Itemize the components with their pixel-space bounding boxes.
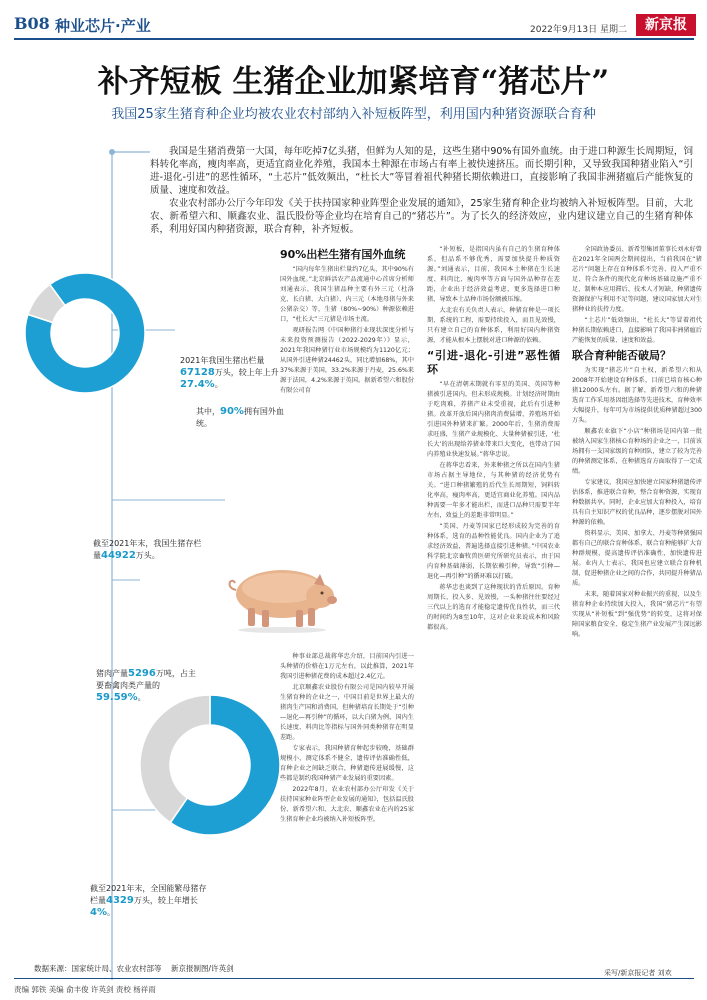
newspaper-logo: 新京报 xyxy=(636,14,696,36)
pig-illustration xyxy=(222,556,342,634)
stat-number: 4% xyxy=(90,907,107,918)
page-number: B08 xyxy=(14,14,50,33)
lead-paragraph: 我国是生猪消费第一大国，每年吃掉7亿头猪，但鲜为人知的是，这些生猪中90%有国外血统。由于进口种源生长周期短，饲料转化率高，瘦肉率高，更适宜商业化养殖，我国本土种源在市场占有率上被快速挤压。而长期引种，又导致我国种猪业陷入“引进-退化-引进”的恶性循环，“土芯片”低效频出，“杜长大”等冒着祖代种猪长期依赖进口，直接影响了我国非洲猪瘟后产能恢复的质量、速度和效益。 xyxy=(150,146,693,196)
article-paragraph: 大北农有关负责人表示，种猪育种是一项长期、系统的工程，需要持续投入，而且见效慢，只有建立自己的育种体系，利用好国内种猪资源，才能从根本上摆脱对进口种源的依赖。 xyxy=(427,307,560,344)
stat-number: 59.59% xyxy=(96,692,138,703)
article-paragraph: 专家建议，我国应加快建立国家种猪遗传评估体系，推进联合育种，整合育种资源，实现育种数据共享。同时，企业应加大育种投入，培育具有自主知识产权的优良品种，逐步摆脱对国外种源的依赖。 xyxy=(572,479,702,526)
editor-credits: 责编 郭铁 美编 俞丰俊 许英剑 责校 杨祥雨 xyxy=(14,985,156,994)
stat-number: 4329 xyxy=(106,895,134,906)
headline-title: 补齐短板 生猪企业加紧培育“猪芯片” xyxy=(97,64,610,100)
stat-number: 44922 xyxy=(101,550,136,561)
article-paragraph: 在蒋华忠看来，外来种猪之所以在国内生猪市场占据主导地位，与其种猪的经济优势有关。“进口种猪繁殖的后代生长周期短，饲料转化率高，瘦肉率高，更适宜商业化养殖。国内品种需要一年多才能出栏，而进口品种只需要半年左右，效益上的差距非常明显。” xyxy=(427,462,560,519)
stat-breeding-sows: 截至2021年末，全国能繁母猪存栏量4329万头，较上年增长4%。 xyxy=(90,884,207,918)
foreign-blood-donut-chart xyxy=(20,268,150,398)
article-column-3 xyxy=(572,245,702,986)
article-paragraph: 顺鑫农业旗下“小店”种猪场是国内第一批被纳入国家生猪核心育种场的企业之一，目前该场拥有一支国家级的育种团队，建立了较为完善的种猪测定体系，在种猪选育方面取得了一定成绩。 xyxy=(572,428,702,475)
article-paragraph: 种事业部总裁蒋华忠介绍，目前国内引进一头种猪的价格在1万元左右，以此推算，2021年我国引进种猪花费的成本超过2.4亿元。 xyxy=(280,653,414,680)
article-paragraph: 未来，随着国家对种业振兴的重视，以及生猪育种企业持续加大投入，我国“猪芯片”有望实现从“补短板”到“强优势”的转变，这将对保障国家粮食安全、稳定生猪产业发展产生深远影响。 xyxy=(572,591,702,638)
section-heading: 联合育种能否破局？ xyxy=(572,349,671,362)
article-paragraph: “美国、丹麦等国家已经形成较为完善的育种体系，选育的品种性能优良。国内企业为了追求经济效益，普遍选择直接引进种猪。”中国农业科学院北京畜牧兽医研究所研究员表示，由于国内育种基础薄弱，长期依赖引种，导致“引种—退化—再引种”的循环难以打破。 xyxy=(427,523,560,580)
lead-paragraph: 农业农村部办公厅今年印发《关于扶持国家种业阵型企业发展的通知》，25家生猪育种企业均被纳入补短板阵型。目前，大北农、新希望六和、顺鑫农业、温氏股份等企业均在培育自己的“猪芯片”。为了长久的经济效应，业内建议建立自己的生猪育种体系，利用好国内种猪资源，联合育种，补齐短板。 xyxy=(150,198,693,235)
section-name: 种业芯片·产业 xyxy=(55,17,151,35)
article-paragraph: 蒋华忠也谈到了这种现状的背后原因。育种周期长、投入多、见效慢，一头种猪往往要经过三代以上的选育才能稳定遗传优良性状，而三代的时间约为8至10年，这对企业来说成本和风险都很高。 xyxy=(427,584,560,631)
stat-number: 67128 xyxy=(180,367,215,378)
stat-number: 27.4% xyxy=(180,379,215,390)
data-source: 数据来源：国家统计局、农业农村部等 xyxy=(34,964,162,973)
article-paragraph: 2022年8月，农业农村部办公厅印发《关于扶持国家种业阵型企业发展的通知》，包括温氏股份、新希望六和、大北农、顺鑫农业在内的25家生猪育种企业均被纳入补短板阵型。 xyxy=(280,786,414,823)
article-paragraph: 资料显示，美国、加拿大、丹麦等种猪强国都有自己的联合育种体系，联合育种能够扩大育种群规模，提高遗传评估准确性，加快遗传进展。业内人士表示，我国也应建立联合育种机制，促进种猪企业之间的合作，共同提升种猪品质。 xyxy=(572,530,702,587)
article-paragraph: 为实现“猪芯片”自主权，新希望六和从2008年开始建设育种体系，目前已培育核心种猪12000头左右。据了解，新希望六和的种猪选育工作采用基因组选择等先进技术，育种效率大幅提升，每年可为市场提供优质种猪超过300万头。 xyxy=(572,367,702,424)
graphic-credit xyxy=(34,963,284,974)
issue-date: 2022年9月13日 星期二 xyxy=(530,25,627,35)
article-paragraph: 专家表示，我国种猪育种起步较晚，基础群规模小，测定体系不健全，遗传评估准确性低，育种企业之间缺乏联合，种猪遗传进展缓慢，这些都是制约我国种猪产业发展的重要因素。 xyxy=(280,745,414,782)
stat-pig-inventory: 截至2021年末，我国生猪存栏量44922万头。 xyxy=(93,539,202,561)
section-heading: “引进-退化-引进”恶性循环 xyxy=(427,349,560,376)
article-paragraph: 观研报告网《中国种猪行业现状深度分析与未来投资预测报告（2022-2029年）》显示，2021年我国种猪行业市场规模约为1120亿元；从国外引进种猪24462头，同比增加68%，其中37%来源于美国，33.2%来源于丹麦，25.6%来源于法国，4.2%来源于英国。据新希望六和股份有限公司育 xyxy=(280,327,414,394)
article-paragraph: 北京顺鑫农业股份有限公司是国内较早开展生猪育种的企业之一，中国目前是世界上最大的猪肉生产国和消费国，但种猪培育长期处于“引种—退化—再引种”的循环，以大白猪为例，国内生长速度、料肉比等指标与国外同类种猪存在明显差距。 xyxy=(280,684,414,741)
graphic-designer: 新京报制图/许英剑 xyxy=(171,964,234,973)
article-paragraph: 全国政协委员、新希望集团董事长刘永好曾在2021年全国两会期间提出，当前我国在“猪芯片”问题上存在育种体系不完善、投入严重不足、符合条件的现代化育种场基础设施严重不足、制种本应用滞后、技术人才短缺、种猪遗传资源保护与利用不足等问题，建议国家加大对生猪种业的扶持力度。 xyxy=(572,246,702,313)
section-heading: 90%出栏生猪有国外血统 xyxy=(280,248,406,261)
footer-divider xyxy=(14,978,694,979)
stat-number: 5296 xyxy=(128,668,156,679)
stat-number: 90% xyxy=(220,406,244,417)
headline-subtitle: 我国25家生猪育种企业均被农业农村部纳入补短板阵型，利用国内种猪资源联合育种 xyxy=(111,107,596,122)
pork-share-donut-chart xyxy=(135,690,285,840)
article-paragraph: “早在清朝末期就有零星的美国、英国等种猪被引进国内，但未形成规模。计划经济时期由于吃肉难，养猪产业未受重视，此后有引进种猪。改革开放后国内猪肉消费猛增，养殖场开始引进国外种猪来扩繁。2000年后，生猪消费需求旺盛，生猪产业规模化、大量种猪被引进，‘杜长大’的出现给养猪业带来巨大变化，也带动了国内养殖业快速发展。”蒋华忠说。 xyxy=(427,381,560,458)
article-column-1 xyxy=(280,245,414,470)
article-paragraph: “国内每年生猪出栏量约7亿头，其中90%有国外血统。”北京鲜活农产品流通中心首席分析师刘通表示，我国生猪品种主要有外三元（杜洛克、长白猪、大白猪）、内三元（本地母猪与外来公猪杂交）等，生猪（80%~90%）种源依赖进口，“杜长大”三元猪是市场主流。 xyxy=(280,266,414,323)
stat-pig-slaughter: 2021年我国生猪出栏量67128万头，较上年上升27.4%。 xyxy=(180,356,279,390)
article-column-1-continued xyxy=(280,652,414,986)
stat-pork-output: 猪肉产量5296万吨，占主要畜禽肉类产量的59.59%。 xyxy=(96,668,196,703)
article-column-2 xyxy=(427,245,560,986)
article-paragraph: “土芯片”低效频出，“杜长大”等冒着祖代种猪长期依赖进口，直接影响了我国非洲猪瘟后产能恢复的质量、速度和效益。 xyxy=(572,317,702,344)
article-author: 采写/新京报记者 刘欢 xyxy=(604,969,672,977)
stat-foreign-blood: 其中，90%拥有国外血统。 xyxy=(196,406,284,428)
article-paragraph: “补短板，是指国内虽有自己的生猪育种体系，但品系不够优秀，需要加快提升种质资源。”刘通表示，目前，我国本土种猪在生长速度、料肉比、瘦肉率等方面与国外品种存在差距，企业出于经济效益考虑，更多选择进口种猪，导致本土品种市场份额被压缩。 xyxy=(427,246,560,303)
